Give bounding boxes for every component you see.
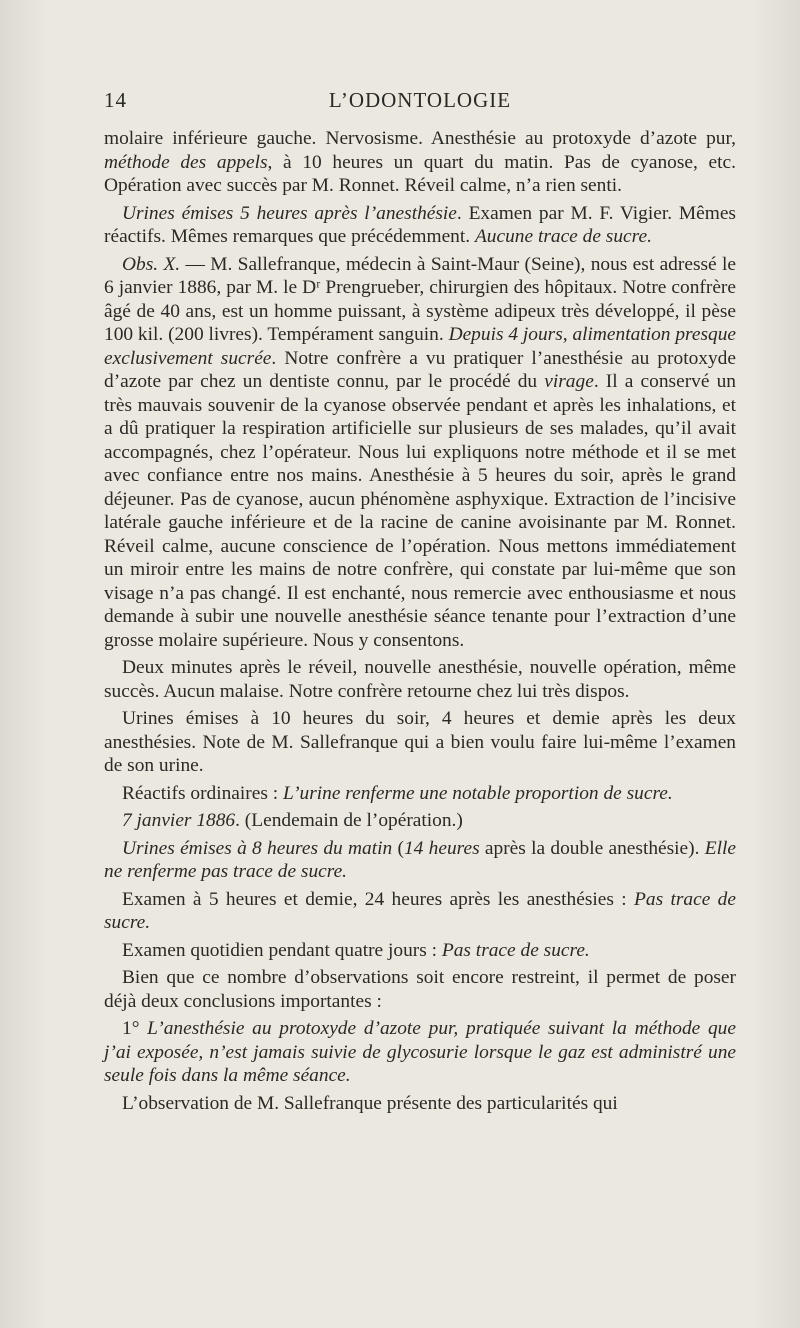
italic-text: Pas trace de sucre. xyxy=(104,888,736,933)
text-run: . Examen par M. F. Vigier. Mêmes réactifs. Mêmes remarques que précédemment. xyxy=(104,202,736,247)
text-run: molaire inférieure gauche. Nervosisme. Anesthésie au protoxyde d’azote pur, xyxy=(104,128,736,149)
text-run: — M. Sallefranque, médecin à Saint-Maur (Seine), nous est adressé le 6 janvier 1886, par M. le Dʳ Prengrueber, chirurgien des hôpitaux. Notre confrère âgé de 40 ans, est un homme puissant, à système adipeux très développé, il pèse 100 kil. (200 livres). Tempérament sanguin. xyxy=(104,253,736,345)
italic-text: méthode des appels xyxy=(104,151,268,173)
paragraph-p5 xyxy=(104,707,736,778)
paragraph-p10 xyxy=(104,939,736,963)
paragraph-p1 xyxy=(104,127,736,198)
paragraph-p11 xyxy=(104,966,736,1013)
body-text xyxy=(104,127,736,1119)
text-run: Deux minutes après le réveil, nouvelle anesthésie, nouvelle opération, même succès. Aucun malaise. Notre confrère retourne chez lui très dispos. xyxy=(104,657,736,702)
text-run: Urines émises à 10 heures du soir, 4 heures et demie après les deux anesthésies. Note de M. Sallefranque qui a bien voulu faire lui-même l’examen de son urine. xyxy=(104,708,736,776)
italic-text: Urines émises à 8 heures du matin xyxy=(122,837,393,859)
italic-text: 14 heures xyxy=(403,837,480,859)
text-run: 1° xyxy=(122,1018,148,1039)
page-number: 14 xyxy=(104,88,127,112)
paragraph-p8 xyxy=(104,837,736,884)
text-run: Bien que ce nombre d’observations soit encore restreint, il permet de poser déjà deux conclusions importantes : xyxy=(104,967,736,1012)
italic-text: virage xyxy=(544,371,594,392)
text-run: Examen quotidien pendant quatre jours : xyxy=(122,939,442,961)
text-run: , à 10 heures un quart du matin. Pas de cyanose, etc. Opération avec succès par M. Ronnet. Réveil calme, n’a rien senti. xyxy=(104,151,736,196)
italic-text: L’urine renferme une notable proportion de sucre. xyxy=(283,782,673,804)
paragraph-p12 xyxy=(104,1017,736,1088)
paragraph-p4 xyxy=(104,656,736,703)
text-run: L’observation de M. Sallefranque présente des particularités qui xyxy=(122,1092,618,1114)
text-run: Réactifs ordinaires : xyxy=(122,782,283,804)
italic-text: Aucune trace de sucre. xyxy=(474,226,652,247)
text-run: . (Lendemain de l’opération.) xyxy=(235,810,463,831)
italic-text: Obs. X. xyxy=(122,253,181,275)
text-run: . Notre confrère a vu pratiquer l’anesthésie au protoxyde d’azote par chez un dentiste connu, par le procédé du xyxy=(104,347,736,392)
paragraph-p13 xyxy=(104,1092,736,1116)
running-title: L’ODONTOLOGIE xyxy=(328,88,512,112)
paragraph-p6 xyxy=(104,782,736,806)
paragraph-p3 xyxy=(104,253,736,653)
running-header xyxy=(104,88,736,116)
paragraph-p7 xyxy=(104,809,736,833)
italic-text: 7 janvier 1886 xyxy=(122,810,236,831)
italic-text: Urines émises 5 heures après l’anesthésie xyxy=(122,202,457,224)
text-run: . Il a conservé un très mauvais souvenir de la cyanose observée pendant et après les inhalations, et a dû pratiquer la respiration artificielle sur plusieurs de ses malades, qu’il avait accompagnés, chez l’opérateur. Nous lui expliquons notre méthode et il se met avec confiance entre nos mains. Anesthésie à 5 heures du soir, après le grand déjeuner. Pas de cyanose, aucun phénomène asphyxique. Extraction de l’incisive latérale gauche inférieure et de la racine de canine avoisinante par M. Ronnet. Réveil calme, aucune conscience de l’opération. Nous mettons immédiatement un miroir entre les mains de notre confrère, qui constate par lui-même que son visage n’a pas changé. Il est enchanté, nous remercie avec enthousiasme et nous demande à subir une nouvelle anesthésie séance tenante pour l’extraction d’une grosse molaire supérieure. Nous y consentons. xyxy=(104,371,737,651)
italic-text: Depuis 4 jours, alimentation presque exclusivement sucrée xyxy=(104,324,736,369)
italic-text: L’anesthésie au protoxyde d’azote pur, pratiquée suivant la méthode que j’ai exposée, n’est jamais suivie de glycosurie lorsque le gaz est administré une seule fois dans la même séance. xyxy=(104,1018,736,1086)
text-run: ( xyxy=(392,837,404,859)
text-run: après la double anesthésie). xyxy=(479,837,705,859)
paragraph-p2 xyxy=(104,202,736,249)
text-run: Examen à 5 heures et demie, 24 heures après les anesthésies : xyxy=(122,888,635,910)
paragraph-p9 xyxy=(104,888,736,935)
italic-text: Pas trace de sucre. xyxy=(441,939,590,961)
italic-text: Elle ne renferme pas trace de sucre. xyxy=(104,837,737,882)
